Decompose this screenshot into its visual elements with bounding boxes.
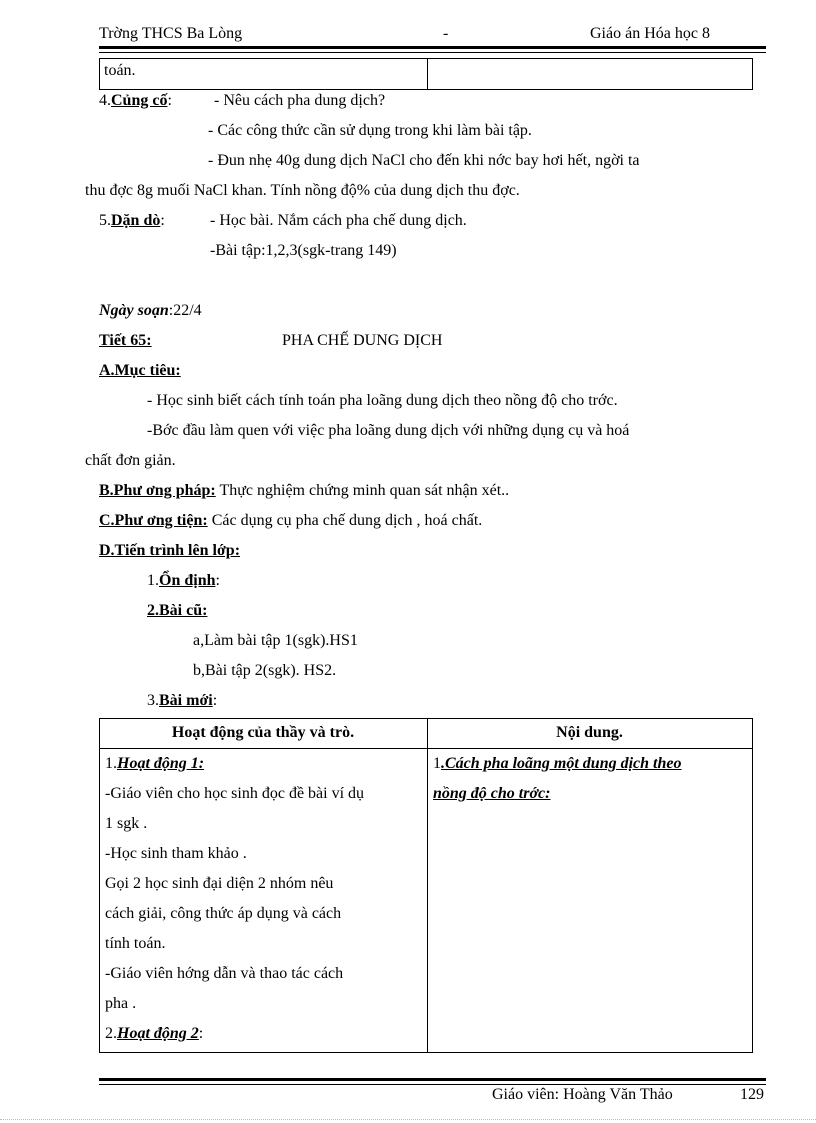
- content-title-1: .Cách pha loãng một dung dịch theo: [441, 755, 682, 772]
- cung-co-number: 4.: [99, 92, 111, 109]
- bai-moi-number: 3.: [147, 692, 159, 709]
- activity-table-header-rule: [99, 748, 753, 749]
- dan-do-number: 5.: [99, 212, 111, 229]
- bai-cu-item-1: a,Làm bài tập 1(sgk).HS1: [193, 632, 358, 649]
- cung-co-title: Củng cố: [111, 92, 168, 109]
- header-separator: -: [443, 25, 449, 42]
- dan-do-item-1: - Học bài. Nắm cách pha chế dung dịch.: [210, 212, 467, 229]
- dan-do-item-2: -Bài tập:1,2,3(sgk-trang 149): [210, 242, 397, 259]
- header-subject: Giáo án Hóa học 8: [590, 25, 710, 42]
- activity-2-number: 2.: [105, 1025, 117, 1042]
- dan-do-title: Dặn dò: [111, 212, 161, 229]
- table-header-activities: Hoạt động của thầy và trò.: [171, 724, 355, 741]
- phuong-phap-label: B.Phư ơng pháp:: [99, 482, 216, 499]
- content-number: 1: [433, 755, 441, 772]
- header-school: Trờng THCS Ba Lòng: [99, 25, 243, 42]
- ngay-soan-label: Ngày soạn: [99, 302, 169, 319]
- left-line-2: 1 sgk .: [105, 815, 148, 832]
- lesson-title: PHA CHẾ DUNG DỊCH: [282, 332, 443, 349]
- cung-co-item-3: - Đun nhẹ 40g dung dịch NaCl cho đến khi nớc bay hơi hết, ngời ta: [208, 152, 640, 169]
- bai-cu-label: 2.Bài cũ:: [147, 602, 208, 619]
- top-table-cell-left: toán.: [104, 62, 136, 79]
- dan-do-colon: :: [160, 212, 165, 229]
- on-dinh-colon: :: [215, 572, 220, 589]
- activity-1-number: 1.: [105, 755, 117, 772]
- left-line-7: -Giáo viên hớng dẫn và thao tác cách: [105, 965, 344, 982]
- left-line-3: -Học sinh tham khảo .: [105, 845, 247, 862]
- ngay-soan-value: :22/4: [168, 302, 202, 319]
- header-rule-thin: [99, 52, 766, 53]
- table-header-content: Nội dung.: [556, 724, 623, 741]
- footer-teacher: Giáo viên: Hoàng Văn Thảo: [492, 1086, 673, 1103]
- footer-rule-thin: [99, 1084, 766, 1085]
- bai-moi: [147, 692, 217, 710]
- phuong-phap: [99, 482, 509, 500]
- footer-rule-thick: [99, 1078, 766, 1081]
- cung-co-item-1: - Nêu cách pha dung dịch?: [214, 92, 386, 109]
- activity-2-title: Hoạt động 2: [117, 1025, 199, 1042]
- top-table-divider: [427, 58, 428, 90]
- left-line-4: Gọi 2 học sinh đại diện 2 nhóm nêu: [105, 875, 334, 892]
- phuong-tien-value: Các dụng cụ pha chế dung dịch , hoá chất.: [207, 512, 483, 529]
- on-dinh-title: Ổn định: [159, 572, 216, 589]
- tiet-label: Tiết 65:: [99, 332, 152, 349]
- phuong-tien-label: C.Phư ơng tiện:: [99, 512, 208, 529]
- bai-moi-title: Bài mới: [159, 692, 213, 709]
- activity-2-heading: [105, 1025, 203, 1043]
- content-heading-line-2: nồng độ cho trớc:: [433, 785, 551, 802]
- header-rule-thick: [99, 46, 766, 49]
- bai-cu-item-2: b,Bài tập 2(sgk). HS2.: [193, 662, 337, 679]
- muc-tieu-item-3: chất đơn giản.: [85, 452, 176, 469]
- on-dinh: [147, 572, 220, 590]
- activity-1-title: Hoạt động 1:: [117, 755, 205, 772]
- cung-co-heading: [99, 92, 172, 110]
- phuong-tien: [99, 512, 482, 530]
- muc-tieu-item-1: - Học sinh biết cách tính toán pha loãng dung dịch theo nồng độ cho trớc.: [147, 392, 618, 409]
- cung-co-item-4: thu đợc 8g muối NaCl khan. Tính nồng độ% của dung dịch thu đợc.: [85, 182, 520, 199]
- page-edge-dots: [0, 1119, 816, 1120]
- left-line-6: tính toán.: [105, 935, 166, 952]
- cung-co-colon: :: [167, 92, 172, 109]
- content-heading-line-1: [433, 755, 682, 773]
- dan-do-heading: [99, 212, 165, 230]
- muc-tieu-item-2: -Bớc đầu làm quen với việc pha loãng dung dịch với những dụng cụ và hoá: [147, 422, 630, 439]
- activity-2-colon: :: [198, 1025, 204, 1042]
- top-table: [99, 58, 753, 90]
- cung-co-item-2: - Các công thức cần sử dụng trong khi làm bài tập.: [208, 122, 532, 139]
- left-line-5: cách giải, công thức áp dụng và cách: [105, 905, 342, 922]
- left-line-1: -Giáo viên cho học sinh đọc đề bài ví dụ: [105, 785, 365, 802]
- activity-1-heading: [105, 755, 204, 773]
- ngay-soan: [99, 302, 202, 320]
- phuong-phap-value: Thực nghiệm chứng minh quan sát nhận xét..: [215, 482, 510, 499]
- muc-tieu-label: A.Mục tiêu:: [99, 362, 181, 379]
- tien-trinh-label: D.Tiến trình lên lớp:: [99, 542, 241, 559]
- left-line-8: pha .: [105, 995, 137, 1012]
- on-dinh-number: 1.: [147, 572, 159, 589]
- bai-moi-colon: :: [212, 692, 218, 709]
- page-number: 129: [740, 1086, 764, 1103]
- activity-table-divider: [427, 718, 428, 1053]
